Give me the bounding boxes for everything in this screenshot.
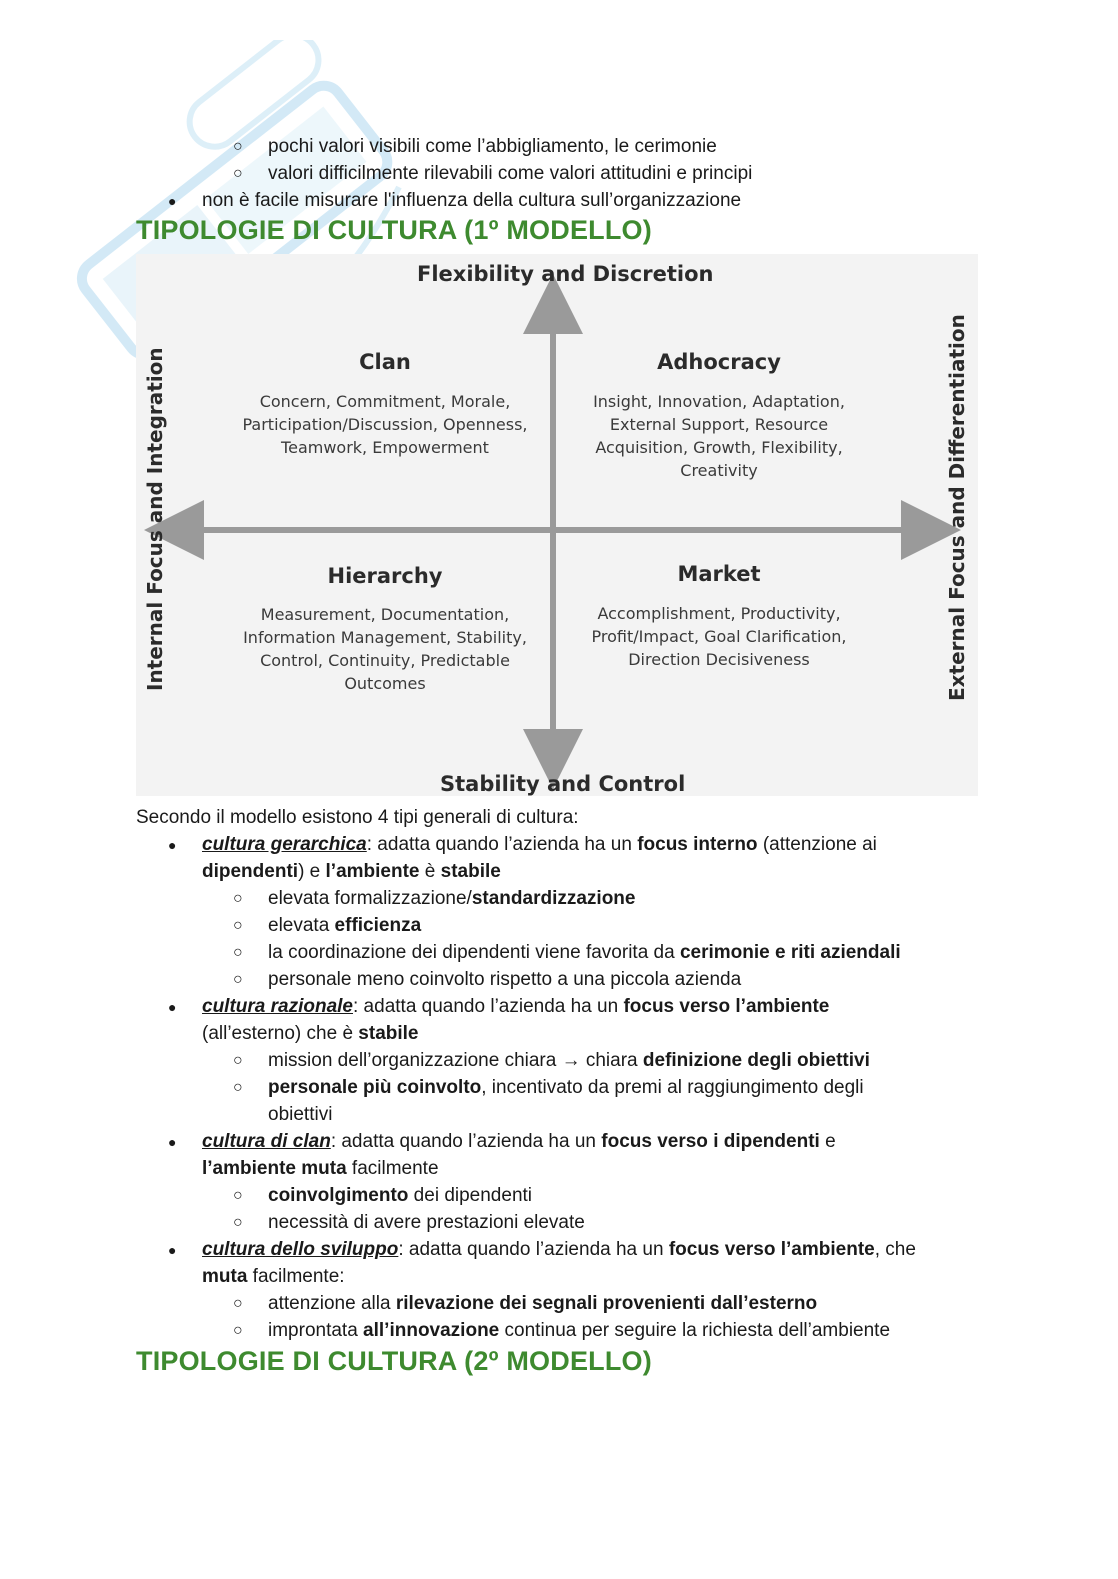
sviluppo-line-2: muta facilmente: bbox=[202, 1266, 345, 1287]
sub-bullet-icon: ○ bbox=[233, 165, 243, 182]
main-bullet-icon: ● bbox=[168, 193, 177, 209]
gerarchica-sub-1: elevata formalizzazione/standardizzazione bbox=[268, 888, 636, 909]
diagram-axes bbox=[136, 254, 978, 796]
sub-bullet-icon: ○ bbox=[233, 1079, 243, 1096]
main-bullet-icon: ● bbox=[168, 1242, 177, 1258]
sub-bullet-icon: ○ bbox=[233, 1187, 243, 1204]
axis-label-top: Flexibility and Discretion bbox=[417, 262, 714, 286]
sviluppo-sub-2: improntata all’innovazione continua per seguire la richiesta dell’ambiente bbox=[268, 1320, 891, 1341]
sub-bullet-icon: ○ bbox=[233, 917, 243, 934]
quadrant-clan-title: Clan bbox=[359, 350, 411, 374]
sviluppo-line-1: cultura dello sviluppo: adatta quando l’azienda ha un focus verso l’ambiente, che bbox=[202, 1239, 916, 1260]
axis-label-bottom: Stability and Control bbox=[440, 772, 686, 796]
sub-bullet-icon: ○ bbox=[233, 1052, 243, 1069]
sub-bullet-icon: ○ bbox=[233, 944, 243, 961]
axis-label-left: Internal Focus and Integration bbox=[143, 347, 167, 691]
main-bullet-icon: ● bbox=[168, 837, 177, 853]
competing-values-diagram bbox=[136, 254, 978, 796]
axis-label-right: External Focus and Differentiation bbox=[945, 314, 969, 701]
quadrant-adhocracy-desc: Insight, Innovation, Adaptation, External Support, Resource Acquisition, Growth, Flexibility, Creativity bbox=[593, 392, 845, 480]
razionale-line-2: (all’esterno) che è stabile bbox=[202, 1023, 419, 1044]
quadrant-adhocracy-title: Adhocracy bbox=[657, 350, 781, 374]
intro-sub-bullet-2: valori difficilmente rilevabili come valori attitudini e principi bbox=[268, 163, 753, 184]
razionale-sub-1: mission dell’organizzazione chiara → chiara definizione degli obiettivi bbox=[268, 1050, 870, 1071]
intro-sentence: Secondo il modello esistono 4 tipi generali di cultura: bbox=[136, 807, 579, 828]
main-bullet-icon: ● bbox=[168, 999, 177, 1015]
clan-sub-2: necessità di avere prestazioni elevate bbox=[268, 1212, 585, 1233]
razionale-sub-2: personale più coinvolto, incentivato da premi al raggiungimento degli bbox=[268, 1077, 864, 1098]
clan-line-2: l’ambiente muta facilmente bbox=[202, 1158, 439, 1179]
razionale-line-1: cultura razionale: adatta quando l’azienda ha un focus verso l’ambiente bbox=[202, 996, 830, 1017]
quadrant-hierarchy-desc: Measurement, Documentation, Information Management, Stability, Control, Continuity, Predictable Outcomes bbox=[243, 605, 527, 693]
clan-line-1: cultura di clan: adatta quando l’azienda ha un focus verso i dipendenti e bbox=[202, 1131, 836, 1152]
sviluppo-sub-1: attenzione alla rilevazione dei segnali provenienti dall’esterno bbox=[268, 1293, 818, 1314]
sub-bullet-icon: ○ bbox=[233, 1295, 243, 1312]
quadrant-hierarchy-title: Hierarchy bbox=[327, 564, 443, 588]
gerarchica-line-1: cultura gerarchica: adatta quando l’azienda ha un focus interno (attenzione ai bbox=[202, 834, 877, 855]
main-bullet-icon: ● bbox=[168, 1134, 177, 1150]
section-heading-2: TIPOLOGIE DI CULTURA (2º MODELLO) bbox=[136, 1346, 652, 1376]
intro-main-bullet: non è facile misurare l'influenza della cultura sull’organizzazione bbox=[202, 190, 742, 211]
sub-bullet-icon: ○ bbox=[233, 138, 243, 155]
sub-bullet-icon: ○ bbox=[233, 1214, 243, 1231]
section-heading-1: TIPOLOGIE DI CULTURA (1º MODELLO) bbox=[136, 215, 652, 245]
gerarchica-sub-2: elevata efficienza bbox=[268, 915, 422, 936]
sub-bullet-icon: ○ bbox=[233, 890, 243, 907]
intro-sub-bullet-1: pochi valori visibili come l’abbigliamento, le cerimonie bbox=[268, 136, 717, 157]
clan-sub-1: coinvolgimento dei dipendenti bbox=[268, 1185, 533, 1206]
sub-bullet-icon: ○ bbox=[233, 1322, 243, 1339]
gerarchica-line-2: dipendenti) e l’ambiente è stabile bbox=[202, 861, 501, 882]
quadrant-market-desc: Accomplishment, Productivity, Profit/Impact, Goal Clarification, Direction Decisiveness bbox=[591, 604, 847, 669]
gerarchica-sub-4: personale meno coinvolto rispetto a una piccola azienda bbox=[268, 969, 742, 990]
sub-bullet-icon: ○ bbox=[233, 971, 243, 988]
razionale-sub-2-cont: obiettivi bbox=[268, 1104, 333, 1125]
quadrant-clan-desc: Concern, Commitment, Morale, Participation/Discussion, Openness, Teamwork, Empowerment bbox=[242, 392, 528, 457]
quadrant-market-title: Market bbox=[677, 562, 761, 586]
gerarchica-sub-3: la coordinazione dei dipendenti viene favorita da cerimonie e riti aziendali bbox=[268, 942, 901, 963]
